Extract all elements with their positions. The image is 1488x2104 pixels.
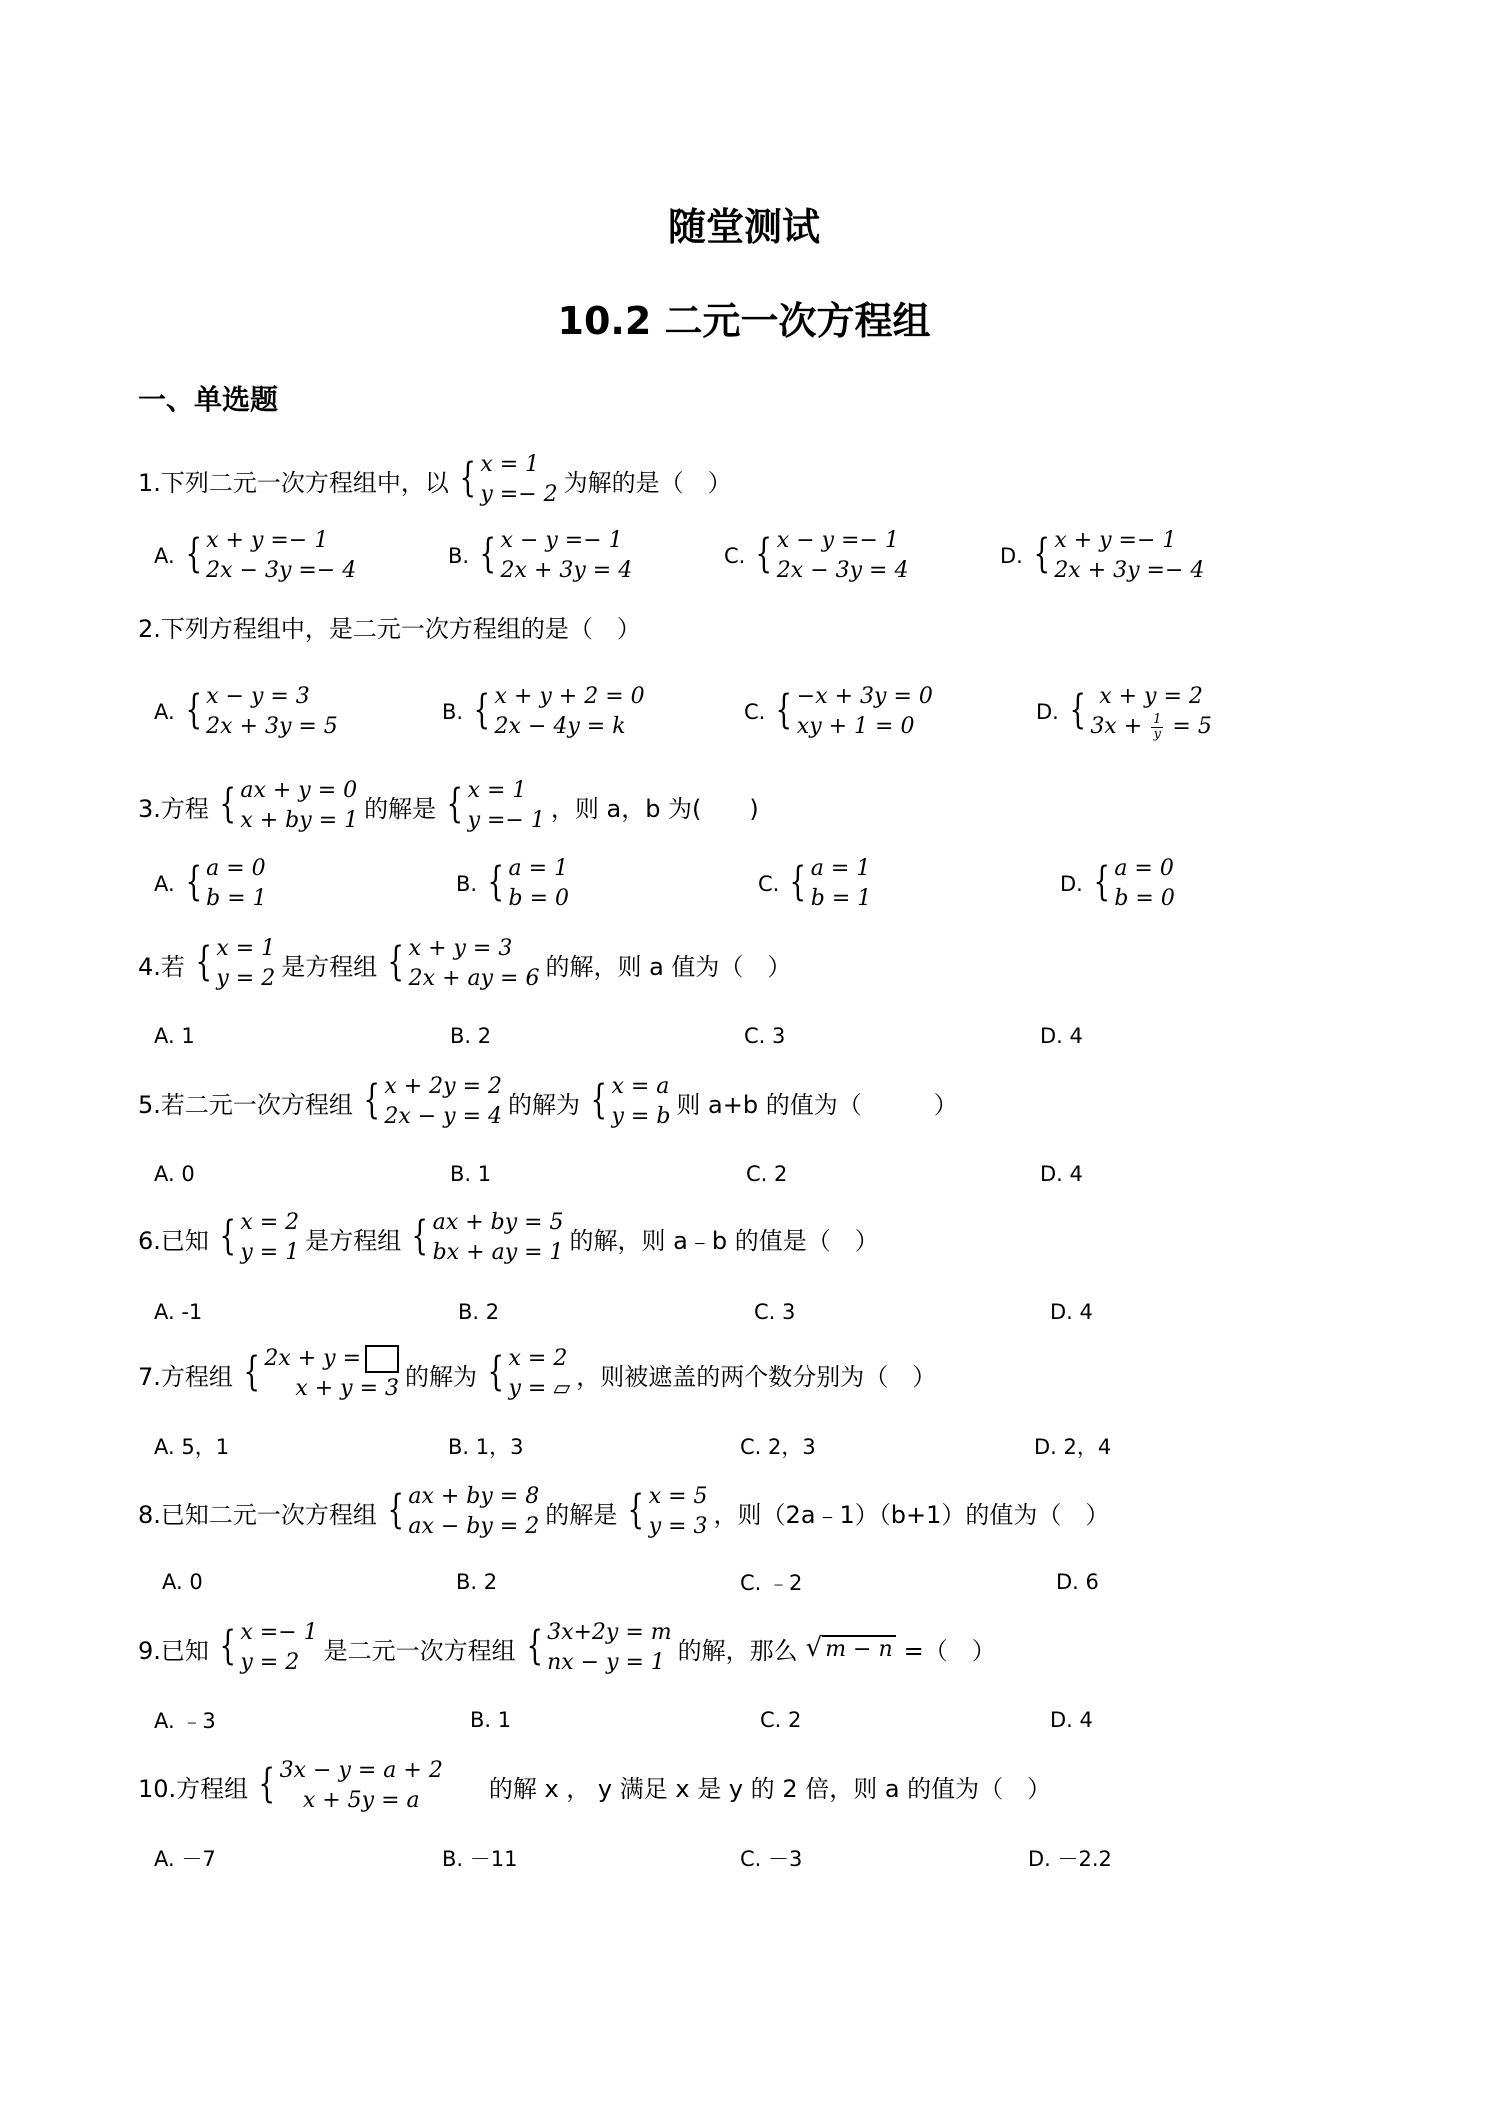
q5-option-d[interactable]: D. 4 <box>1040 1162 1083 1186</box>
q9-option-b[interactable]: B. 1 <box>470 1708 512 1732</box>
q2-option-a[interactable]: A. { x − y = 3 2x + 3y = 5 <box>154 684 338 739</box>
q4-option-b[interactable]: B. 2 <box>450 1024 492 1048</box>
question-3: 3.方程 { ax + y = 0 x + by = 1 的解是 { x = 1 y =− 1 ，则 a，b 为( ) <box>138 778 759 833</box>
page-subtitle: 10.2 二元一次方程组 <box>557 299 931 343</box>
q7-option-d[interactable]: D. 2，4 <box>1034 1435 1112 1459</box>
q4-option-d[interactable]: D. 4 <box>1040 1024 1083 1048</box>
q1-option-c[interactable]: C. { x − y =− 1 2x − 3y = 4 <box>724 528 909 583</box>
q2-option-b[interactable]: B. { x + y + 2 = 0 2x − 4y = k <box>442 684 645 739</box>
q8-option-c[interactable]: C. ﹣2 <box>740 1571 803 1595</box>
q8-option-d[interactable]: D. 6 <box>1056 1570 1099 1594</box>
q9-option-d[interactable]: D. 4 <box>1050 1708 1093 1732</box>
question-1: 1.下列二元一次方程组中，以 { x = 1 y =− 2 为解的是（ ） <box>138 448 732 512</box>
q1-option-a[interactable]: A. { x + y =− 1 2x − 3y =− 4 <box>154 528 357 583</box>
q8-option-b[interactable]: B. 2 <box>456 1570 498 1594</box>
q10-option-a[interactable]: A. －7 <box>154 1847 216 1871</box>
q7-option-c[interactable]: C. 2，3 <box>740 1435 816 1459</box>
q1-option-d[interactable]: D. { x + y =− 1 2x + 3y =− 4 <box>1000 528 1205 583</box>
q6-option-d[interactable]: D. 4 <box>1050 1300 1093 1324</box>
question-8: 8.已知二元一次方程组 { ax + by = 8 ax − by = 2 的解是 { x = 5 y = 3 ，则（2a﹣1）（b+1）的值为（ ） <box>138 1484 1110 1539</box>
q9-option-c[interactable]: C. 2 <box>760 1708 802 1732</box>
q8-option-a[interactable]: A. 0 <box>162 1570 203 1594</box>
question-10: 10.方程组 { 3x − y = a + 2 x + 5y = a 的解 x ， y 满足 x 是 y 的 2 倍，则 a 的值为（ ） <box>138 1758 1052 1813</box>
question-7: 7.方程组 { 2x + y = x + y = 3 的解为 { x = 2 y = ▱ ，则被遮盖的两个数分别为（ ） <box>138 1346 937 1401</box>
q5-option-c[interactable]: C. 2 <box>746 1162 788 1186</box>
q9-option-a[interactable]: A. ﹣3 <box>154 1709 216 1733</box>
q3-option-d[interactable]: D. { a = 0 b = 0 <box>1060 856 1175 911</box>
q10-option-d[interactable]: D. －2.2 <box>1028 1847 1112 1871</box>
question-6: 6.已知 { x = 2 y = 1 是方程组 { ax + by = 5 bx + ay = 1 的解，则 a﹣b 的值是（ ） <box>138 1210 879 1265</box>
q2-option-d[interactable]: D. { x + y = 2 3x + $\frac{1}{y}$ = 5 <box>1036 684 1212 742</box>
q7-option-b[interactable]: B. 1，3 <box>448 1435 524 1459</box>
q1-option-b[interactable]: B. { x − y =− 1 2x + 3y = 4 <box>448 528 633 583</box>
equation-system: { x = 1 y =− 2 <box>459 452 558 507</box>
q6-option-c[interactable]: C. 3 <box>754 1300 796 1324</box>
q4-option-c[interactable]: C. 3 <box>744 1024 786 1048</box>
q10-option-c[interactable]: C. －3 <box>740 1847 803 1871</box>
section-heading: 一、单选题 <box>138 383 279 416</box>
question-4: 4.若 { x = 1 y = 2 是方程组 { x + y = 3 2x + ay = 6 的解，则 a 值为（ ） <box>138 936 792 991</box>
q3-option-b[interactable]: B. { a = 1 b = 0 <box>456 856 570 911</box>
q3-option-a[interactable]: A. { a = 0 b = 1 <box>154 856 267 911</box>
q7-option-a[interactable]: A. 5，1 <box>154 1435 230 1459</box>
q5-option-a[interactable]: A. 0 <box>154 1162 195 1186</box>
q6-option-a[interactable]: A. -1 <box>154 1300 203 1324</box>
q2-option-c[interactable]: C. { −x + 3y = 0 xy + 1 = 0 <box>744 684 933 739</box>
covered-box-icon <box>365 1345 399 1373</box>
q6-option-b[interactable]: B. 2 <box>458 1300 500 1324</box>
q5-option-b[interactable]: B. 1 <box>450 1162 492 1186</box>
square-root: √ m − n <box>806 1633 896 1663</box>
question-5: 5.若二元一次方程组 { x + 2y = 2 2x − y = 4 的解为 { x = a y = b 则 a+b 的值为（ ） <box>138 1074 958 1129</box>
question-2: 2.下列方程组中，是二元一次方程组的是（ ） <box>138 614 641 643</box>
q4-option-a[interactable]: A. 1 <box>154 1024 195 1048</box>
q10-option-b[interactable]: B. －11 <box>442 1847 518 1871</box>
q3-option-c[interactable]: C. { a = 1 b = 1 <box>758 856 872 911</box>
question-9: 9.已知 { x =− 1 y = 2 是二元一次方程组 { 3x+2y = m nx − y = 1 的解，那么 √ m − n =（ ） <box>138 1620 996 1675</box>
page-title: 随堂测试 <box>667 205 820 249</box>
